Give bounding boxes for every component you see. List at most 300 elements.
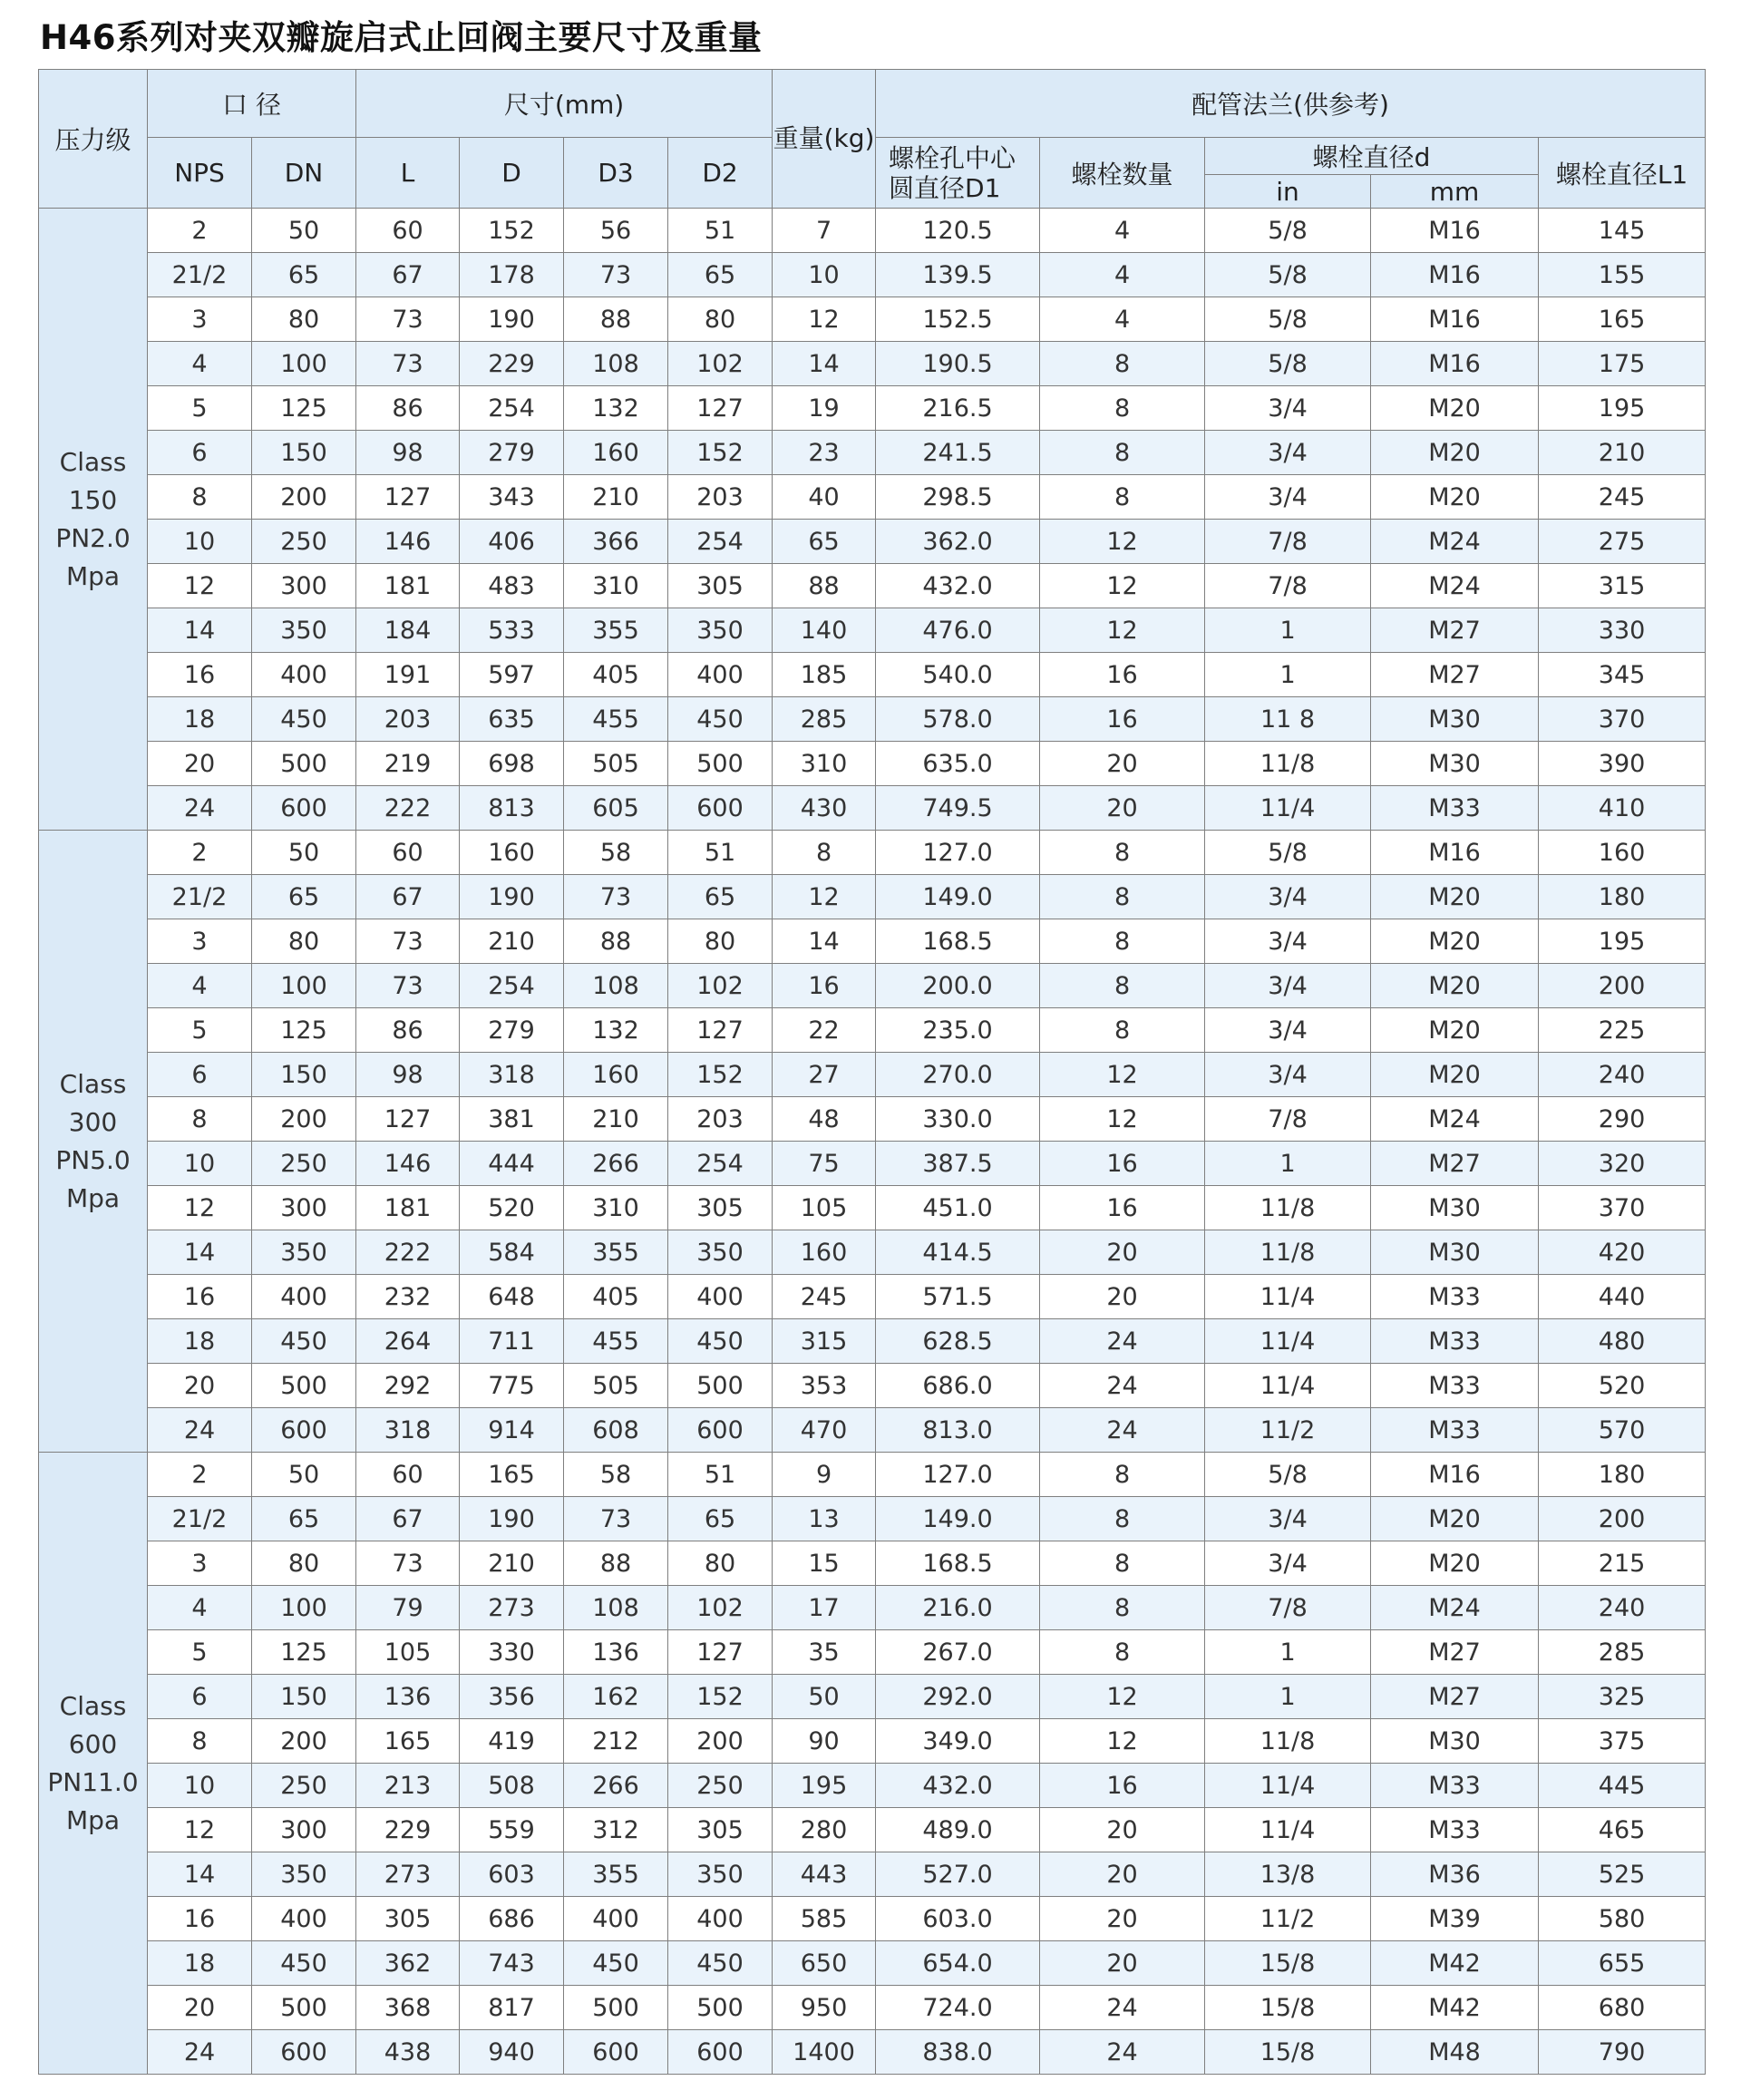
table-cell: 215 xyxy=(1539,1541,1706,1586)
table-cell: 105 xyxy=(356,1630,460,1675)
table-cell: 775 xyxy=(460,1364,564,1408)
table-cell: 500 xyxy=(668,1364,773,1408)
table-cell: 305 xyxy=(668,564,773,608)
table-cell: 5/8 xyxy=(1205,342,1371,386)
table-cell: 266 xyxy=(564,1142,668,1186)
table-cell: M42 xyxy=(1371,1941,1539,1986)
table-cell: 381 xyxy=(460,1097,564,1142)
table-cell: 73 xyxy=(356,1541,460,1586)
table-cell: M20 xyxy=(1371,919,1539,964)
table-cell: 280 xyxy=(773,1808,876,1852)
table-cell: 14 xyxy=(148,1230,252,1275)
table-cell: 127 xyxy=(668,386,773,431)
table-cell: 98 xyxy=(356,431,460,475)
pressure-class-label: Class 150 PN2.0 Mpa xyxy=(39,209,148,831)
table-cell: 279 xyxy=(460,431,564,475)
header-bore: 口 径 xyxy=(148,70,356,138)
table-cell: 127 xyxy=(356,1097,460,1142)
table-cell: 285 xyxy=(1539,1630,1706,1675)
table-cell: 1 xyxy=(1205,608,1371,653)
table-cell: 8 xyxy=(1040,475,1205,520)
table-cell: 603.0 xyxy=(876,1897,1040,1941)
table-cell: 73 xyxy=(564,875,668,919)
table-cell: 12 xyxy=(1040,564,1205,608)
table-cell: 200 xyxy=(252,1719,356,1764)
table-cell: 8 xyxy=(1040,1541,1205,1586)
table-cell: 10 xyxy=(148,1764,252,1808)
table-cell: 15 xyxy=(773,1541,876,1586)
table-cell: 50 xyxy=(252,209,356,253)
table-cell: 2 xyxy=(148,1453,252,1497)
table-cell: 195 xyxy=(1539,919,1706,964)
spec-table xyxy=(38,69,1706,2075)
table-cell: 375 xyxy=(1539,1719,1706,1764)
table-cell: 73 xyxy=(356,297,460,342)
table-cell: 16 xyxy=(148,653,252,697)
table-cell: 3/4 xyxy=(1205,386,1371,431)
table-cell: 60 xyxy=(356,831,460,875)
table-cell: 3 xyxy=(148,919,252,964)
table-cell: 146 xyxy=(356,1142,460,1186)
table-row xyxy=(39,1453,1706,1497)
table-cell: 813.0 xyxy=(876,1408,1040,1453)
table-cell: 20 xyxy=(1040,1230,1205,1275)
table-cell: 8 xyxy=(1040,386,1205,431)
header-in: in xyxy=(1205,175,1371,209)
table-cell: 149.0 xyxy=(876,875,1040,919)
table-cell: 203 xyxy=(668,1097,773,1142)
table-cell: 160 xyxy=(773,1230,876,1275)
table-cell: 127.0 xyxy=(876,1453,1040,1497)
table-cell: 508 xyxy=(460,1764,564,1808)
table-cell: 3/4 xyxy=(1205,1008,1371,1053)
table-row xyxy=(39,1897,1706,1941)
table-cell: M30 xyxy=(1371,1230,1539,1275)
table-cell: 195 xyxy=(1539,386,1706,431)
table-cell: 12 xyxy=(148,564,252,608)
table-cell: M39 xyxy=(1371,1897,1539,1941)
table-cell: 240 xyxy=(1539,1053,1706,1097)
table-cell: 655 xyxy=(1539,1941,1706,1986)
table-cell: M16 xyxy=(1371,253,1539,297)
table-cell: 10 xyxy=(148,1142,252,1186)
table-cell: 5/8 xyxy=(1205,1453,1371,1497)
table-cell: 88 xyxy=(564,919,668,964)
table-cell: 6 xyxy=(148,1053,252,1097)
table-row xyxy=(39,1630,1706,1675)
table-cell: 605 xyxy=(564,786,668,831)
table-cell: 15/8 xyxy=(1205,1941,1371,1986)
table-cell: 580 xyxy=(1539,1897,1706,1941)
table-cell: 8 xyxy=(1040,919,1205,964)
table-cell: 350 xyxy=(668,1852,773,1897)
table-cell: 250 xyxy=(252,1142,356,1186)
table-cell: 450 xyxy=(252,1319,356,1364)
table-cell: 65 xyxy=(668,253,773,297)
header-d2: D2 xyxy=(668,138,773,209)
table-cell: 65 xyxy=(252,875,356,919)
table-cell: 23 xyxy=(773,431,876,475)
table-cell: 500 xyxy=(668,742,773,786)
table-cell: 2 xyxy=(148,209,252,253)
table-cell: 290 xyxy=(1539,1097,1706,1142)
table-cell: 400 xyxy=(252,653,356,697)
table-cell: 200 xyxy=(1539,1497,1706,1541)
table-cell: 80 xyxy=(668,297,773,342)
table-cell: 356 xyxy=(460,1675,564,1719)
table-cell: 387.5 xyxy=(876,1142,1040,1186)
table-cell: 160 xyxy=(564,431,668,475)
table-cell: 813 xyxy=(460,786,564,831)
table-cell: 480 xyxy=(1539,1319,1706,1364)
table-cell: 455 xyxy=(564,1319,668,1364)
table-row xyxy=(39,386,1706,431)
table-row xyxy=(39,742,1706,786)
table-cell: 353 xyxy=(773,1364,876,1408)
table-cell: M30 xyxy=(1371,1719,1539,1764)
table-cell: 8 xyxy=(1040,1586,1205,1630)
table-cell: 500 xyxy=(564,1986,668,2030)
table-cell: 533 xyxy=(460,608,564,653)
table-cell: 14 xyxy=(773,342,876,386)
table-cell: 3 xyxy=(148,1541,252,1586)
table-cell: 12 xyxy=(1040,520,1205,564)
table-cell: 406 xyxy=(460,520,564,564)
table-cell: 400 xyxy=(252,1275,356,1319)
table-cell: 88 xyxy=(773,564,876,608)
table-cell: 12 xyxy=(1040,1053,1205,1097)
table-cell: 12 xyxy=(148,1186,252,1230)
table-cell: 168.5 xyxy=(876,919,1040,964)
table-cell: 451.0 xyxy=(876,1186,1040,1230)
table-cell: 200 xyxy=(252,475,356,520)
table-cell: 51 xyxy=(668,1453,773,1497)
table-row xyxy=(39,831,1706,875)
table-cell: 11/8 xyxy=(1205,742,1371,786)
table-cell: 12 xyxy=(148,1808,252,1852)
table-cell: 100 xyxy=(252,964,356,1008)
table-cell: 8 xyxy=(148,1097,252,1142)
table-cell: 315 xyxy=(1539,564,1706,608)
table-row xyxy=(39,1142,1706,1186)
table-cell: M30 xyxy=(1371,742,1539,786)
table-cell: 190 xyxy=(460,875,564,919)
table-cell: 241.5 xyxy=(876,431,1040,475)
table-cell: 200 xyxy=(668,1719,773,1764)
table-cell: 12 xyxy=(1040,1719,1205,1764)
table-cell: 16 xyxy=(148,1275,252,1319)
table-row xyxy=(39,1008,1706,1053)
table-cell: 14 xyxy=(148,1852,252,1897)
table-cell: 8 xyxy=(1040,875,1205,919)
table-cell: 585 xyxy=(773,1897,876,1941)
table-cell: 914 xyxy=(460,1408,564,1453)
table-cell: 58 xyxy=(564,831,668,875)
table-row xyxy=(39,1808,1706,1852)
table-cell: 450 xyxy=(564,1941,668,1986)
table-cell: 11/4 xyxy=(1205,1808,1371,1852)
table-cell: 18 xyxy=(148,1941,252,1986)
table-cell: 88 xyxy=(564,297,668,342)
table-cell: 400 xyxy=(564,1897,668,1941)
table-cell: 350 xyxy=(252,1230,356,1275)
table-cell: 650 xyxy=(773,1941,876,1986)
table-cell: M30 xyxy=(1371,697,1539,742)
table-row xyxy=(39,297,1706,342)
table-cell: 5/8 xyxy=(1205,831,1371,875)
table-cell: 180 xyxy=(1539,1453,1706,1497)
table-cell: 20 xyxy=(148,742,252,786)
table-cell: 430 xyxy=(773,786,876,831)
table-cell: 305 xyxy=(668,1186,773,1230)
table-cell: 20 xyxy=(148,1364,252,1408)
table-cell: 152.5 xyxy=(876,297,1040,342)
table-cell: 24 xyxy=(148,1408,252,1453)
table-cell: 790 xyxy=(1539,2030,1706,2075)
header-pressure: 压力级 xyxy=(39,70,148,209)
table-cell: 65 xyxy=(668,875,773,919)
table-cell: 3/4 xyxy=(1205,475,1371,520)
table-cell: 51 xyxy=(668,209,773,253)
table-cell: 50 xyxy=(252,1453,356,1497)
table-cell: 410 xyxy=(1539,786,1706,831)
table-cell: 465 xyxy=(1539,1808,1706,1852)
table-cell: M24 xyxy=(1371,564,1539,608)
table-cell: 132 xyxy=(564,1008,668,1053)
table-cell: 132 xyxy=(564,386,668,431)
table-cell: 370 xyxy=(1539,1186,1706,1230)
table-cell: 349.0 xyxy=(876,1719,1040,1764)
table-cell: M20 xyxy=(1371,964,1539,1008)
table-cell: 150 xyxy=(252,431,356,475)
pressure-class-label: Class 600 PN11.0 Mpa xyxy=(39,1453,148,2075)
table-cell: 8 xyxy=(1040,964,1205,1008)
table-cell: M16 xyxy=(1371,1453,1539,1497)
table-cell: 3/4 xyxy=(1205,919,1371,964)
table-cell: 355 xyxy=(564,1230,668,1275)
table-cell: 3/4 xyxy=(1205,1541,1371,1586)
table-cell: 100 xyxy=(252,1586,356,1630)
table-cell: 16 xyxy=(1040,653,1205,697)
table-cell: 11/4 xyxy=(1205,1275,1371,1319)
table-cell: 648 xyxy=(460,1275,564,1319)
table-cell: 7/8 xyxy=(1205,520,1371,564)
table-cell: 419 xyxy=(460,1719,564,1764)
table-cell: 75 xyxy=(773,1142,876,1186)
table-cell: 245 xyxy=(773,1275,876,1319)
table-cell: 16 xyxy=(148,1897,252,1941)
table-cell: M24 xyxy=(1371,1097,1539,1142)
table-cell: M42 xyxy=(1371,1986,1539,2030)
table-cell: 3/4 xyxy=(1205,875,1371,919)
table-cell: 16 xyxy=(1040,1764,1205,1808)
table-cell: 65 xyxy=(773,520,876,564)
table-row xyxy=(39,1497,1706,1541)
table-cell: 355 xyxy=(564,608,668,653)
table-cell: 440 xyxy=(1539,1275,1706,1319)
table-cell: 235.0 xyxy=(876,1008,1040,1053)
table-row xyxy=(39,1675,1706,1719)
table-cell: 24 xyxy=(148,2030,252,2075)
table-cell: 350 xyxy=(668,1230,773,1275)
table-cell: M27 xyxy=(1371,1630,1539,1675)
table-cell: 14 xyxy=(773,919,876,964)
table-cell: 150 xyxy=(252,1053,356,1097)
table-row xyxy=(39,1408,1706,1453)
table-cell: 219 xyxy=(356,742,460,786)
table-cell: 160 xyxy=(1539,831,1706,875)
table-cell: 250 xyxy=(252,1764,356,1808)
table-cell: 3/4 xyxy=(1205,1053,1371,1097)
table-cell: 80 xyxy=(252,297,356,342)
table-cell: 18 xyxy=(148,697,252,742)
table-cell: 21/2 xyxy=(148,875,252,919)
table-cell: 165 xyxy=(460,1453,564,1497)
table-cell: 48 xyxy=(773,1097,876,1142)
table-cell: 505 xyxy=(564,742,668,786)
header-d3: D3 xyxy=(564,138,668,209)
table-cell: 18 xyxy=(148,1319,252,1364)
table-cell: 20 xyxy=(1040,1852,1205,1897)
table-row xyxy=(39,1364,1706,1408)
table-cell: M16 xyxy=(1371,297,1539,342)
table-cell: 195 xyxy=(773,1764,876,1808)
table-cell: 254 xyxy=(460,964,564,1008)
table-cell: 73 xyxy=(564,1497,668,1541)
table-cell: 222 xyxy=(356,786,460,831)
table-cell: 15/8 xyxy=(1205,2030,1371,2075)
table-cell: 86 xyxy=(356,1008,460,1053)
table-cell: 210 xyxy=(460,919,564,964)
table-row xyxy=(39,431,1706,475)
table-cell: 390 xyxy=(1539,742,1706,786)
table-cell: 318 xyxy=(356,1408,460,1453)
table-cell: 597 xyxy=(460,653,564,697)
table-cell: 65 xyxy=(252,1497,356,1541)
table-cell: 254 xyxy=(668,520,773,564)
table-row xyxy=(39,209,1706,253)
table-cell: 11/4 xyxy=(1205,1364,1371,1408)
table-cell: 11 8 xyxy=(1205,697,1371,742)
table-cell: 3/4 xyxy=(1205,431,1371,475)
table-cell: 571.5 xyxy=(876,1275,1040,1319)
table-cell: 80 xyxy=(668,1541,773,1586)
table-cell: 8 xyxy=(148,475,252,520)
table-cell: 300 xyxy=(252,1808,356,1852)
table-cell: 12 xyxy=(773,875,876,919)
table-cell: 432.0 xyxy=(876,564,1040,608)
header-dimensions: 尺寸(mm) xyxy=(356,70,773,138)
table-cell: 1400 xyxy=(773,2030,876,2075)
table-cell: 160 xyxy=(460,831,564,875)
table-cell: 250 xyxy=(668,1764,773,1808)
table-cell: 5/8 xyxy=(1205,297,1371,342)
table-header xyxy=(39,70,1706,209)
table-cell: 355 xyxy=(564,1852,668,1897)
table-row xyxy=(39,1186,1706,1230)
table-cell: 24 xyxy=(1040,1986,1205,2030)
table-cell: 80 xyxy=(252,1541,356,1586)
table-cell: 73 xyxy=(356,964,460,1008)
table-cell: 21/2 xyxy=(148,253,252,297)
table-cell: 450 xyxy=(252,697,356,742)
table-cell: M16 xyxy=(1371,209,1539,253)
table-cell: 312 xyxy=(564,1808,668,1852)
table-cell: 86 xyxy=(356,386,460,431)
table-cell: 155 xyxy=(1539,253,1706,297)
table-cell: 15/8 xyxy=(1205,1986,1371,2030)
table-cell: 838.0 xyxy=(876,2030,1040,2075)
table-cell: 724.0 xyxy=(876,1986,1040,2030)
table-cell: 264 xyxy=(356,1319,460,1364)
table-cell: M20 xyxy=(1371,1008,1539,1053)
table-cell: 405 xyxy=(564,1275,668,1319)
table-cell: M33 xyxy=(1371,1319,1539,1364)
table-row xyxy=(39,964,1706,1008)
table-cell: M20 xyxy=(1371,1541,1539,1586)
table-cell: 600 xyxy=(668,2030,773,2075)
table-cell: 125 xyxy=(252,1008,356,1053)
table-cell: 362.0 xyxy=(876,520,1040,564)
table-cell: 584 xyxy=(460,1230,564,1275)
table-row xyxy=(39,253,1706,297)
table-cell: 7/8 xyxy=(1205,564,1371,608)
table-cell: 16 xyxy=(1040,1142,1205,1186)
table-cell: 5 xyxy=(148,1630,252,1675)
table-cell: 400 xyxy=(252,1897,356,1941)
table-cell: 8 xyxy=(148,1719,252,1764)
table-row xyxy=(39,1230,1706,1275)
table-cell: M33 xyxy=(1371,1275,1539,1319)
table-cell: 11/2 xyxy=(1205,1408,1371,1453)
table-cell: 600 xyxy=(668,1408,773,1453)
table-cell: 749.5 xyxy=(876,786,1040,831)
table-cell: 108 xyxy=(564,964,668,1008)
table-cell: 8 xyxy=(1040,1453,1205,1497)
table-cell: 1 xyxy=(1205,1675,1371,1719)
table-cell: 4 xyxy=(148,1586,252,1630)
table-cell: 4 xyxy=(148,964,252,1008)
table-cell: 3/4 xyxy=(1205,1497,1371,1541)
table-cell: 51 xyxy=(668,831,773,875)
table-cell: M24 xyxy=(1371,520,1539,564)
table-cell: 232 xyxy=(356,1275,460,1319)
table-cell: 152 xyxy=(668,431,773,475)
header-mm: mm xyxy=(1371,175,1539,209)
table-cell: 455 xyxy=(564,697,668,742)
table-cell: 5 xyxy=(148,1008,252,1053)
table-cell: 450 xyxy=(252,1941,356,1986)
table-cell: 200 xyxy=(252,1097,356,1142)
table-cell: 146 xyxy=(356,520,460,564)
table-cell: 108 xyxy=(564,342,668,386)
table-cell: 210 xyxy=(1539,431,1706,475)
table-cell: 600 xyxy=(252,2030,356,2075)
table-cell: 500 xyxy=(668,1986,773,2030)
table-cell: 67 xyxy=(356,875,460,919)
table-cell: 245 xyxy=(1539,475,1706,520)
table-cell: 450 xyxy=(668,1941,773,1986)
table-cell: 600 xyxy=(252,1408,356,1453)
table-cell: M20 xyxy=(1371,1497,1539,1541)
table-cell: 225 xyxy=(1539,1008,1706,1053)
table-cell: 698 xyxy=(460,742,564,786)
header-bolt-circle: 螺栓孔中心圆直径D1 xyxy=(876,138,1040,209)
table-cell: 270.0 xyxy=(876,1053,1040,1097)
table-row xyxy=(39,342,1706,386)
table-cell: M20 xyxy=(1371,431,1539,475)
table-cell: 305 xyxy=(356,1897,460,1941)
